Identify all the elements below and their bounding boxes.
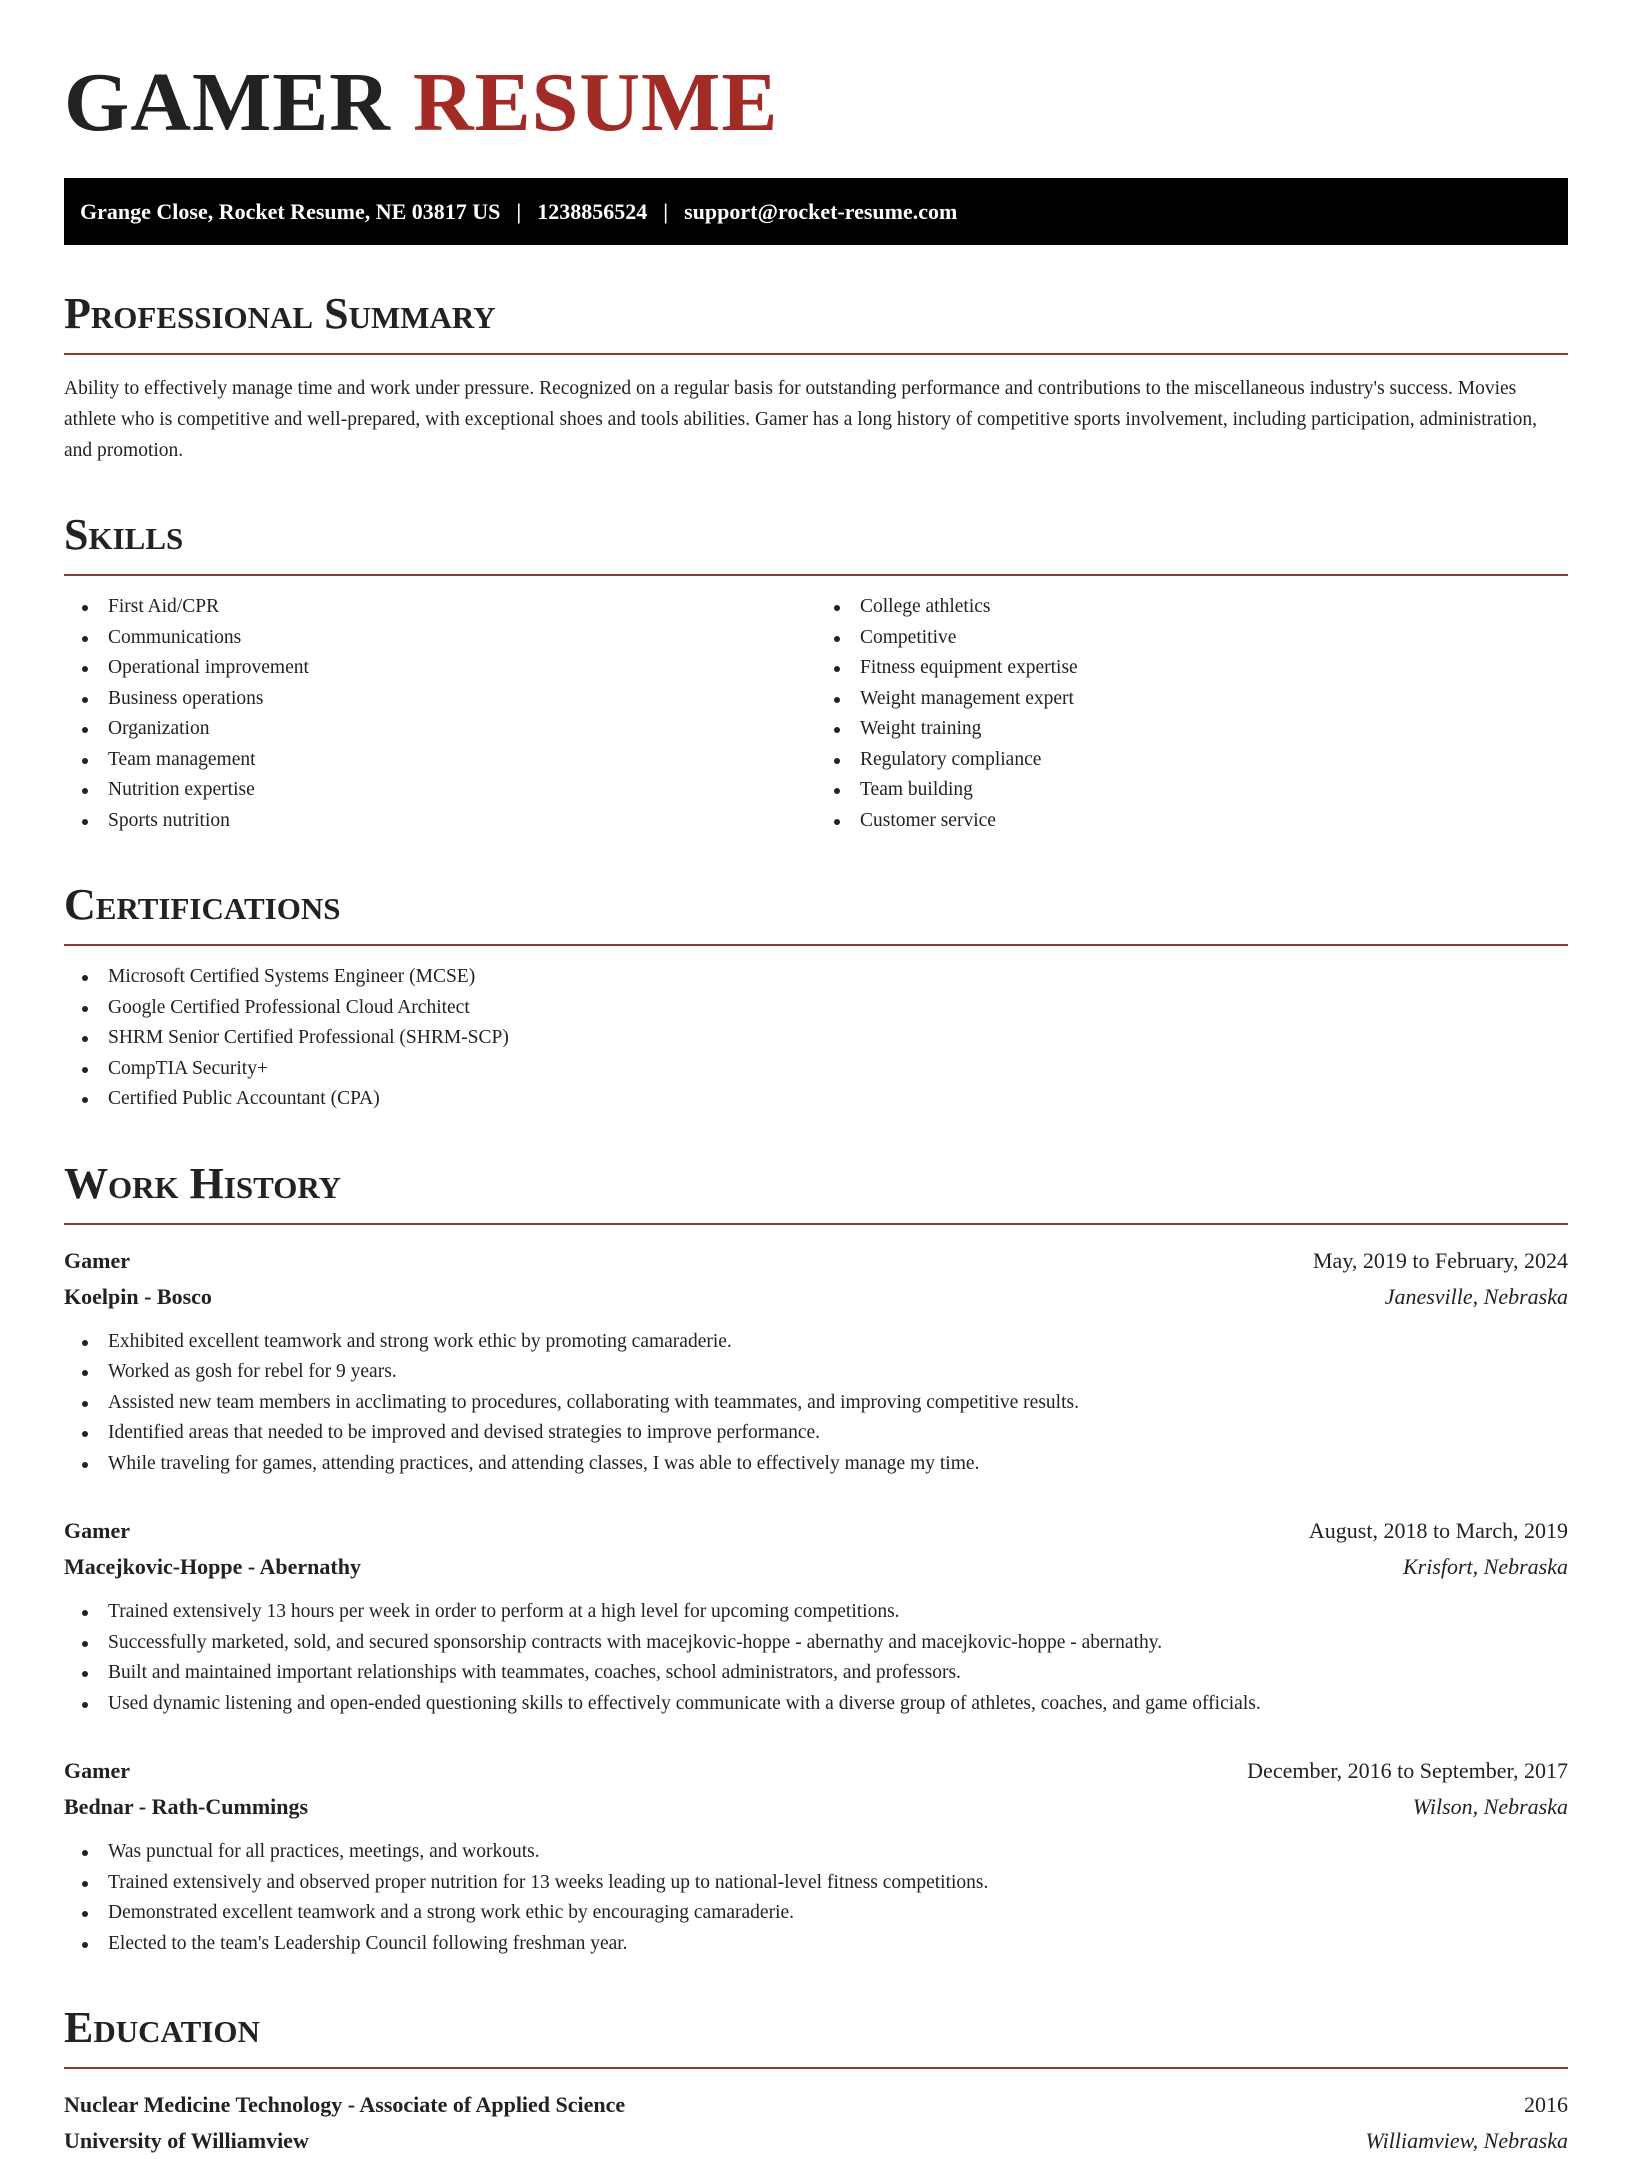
certification-item: Certified Public Accountant (CPA) [64,1084,1568,1115]
section-title-summary: Professional Summary [64,289,1568,355]
job-bullets [64,1837,1568,1959]
skill-item: Sports nutrition [64,806,816,837]
summary-text: Ability to effectively manage time and work under pressure. Recognized on a regular basis for outstanding performance and contributions to the miscellaneous industry's success. Movies athlete who is competitive and well-prepared, with exceptional shoes and tools abilities. Gamer has a long history of competitive sports involvement, including participation, administration, and promotion. [64,378,1537,461]
skills-columns [64,592,1568,836]
job-bullets [64,1597,1568,1719]
job-bullet: While traveling for games, attending practices, and attending classes, I was able to effectively manage my time. [64,1449,1568,1480]
education-degree: Nuclear Medicine Technology - Associate of Applied Science [64,2092,626,2117]
contact-address: Grange Close, Rocket Resume, NE 03817 US [80,198,501,224]
job-bullet: Was punctual for all practices, meetings, and workouts. [64,1837,1568,1868]
skill-item: Business operations [64,684,816,715]
job-bullet: Identified areas that needed to be improved and devised strategies to improve performance. [64,1418,1568,1449]
skill-item: Customer service [816,806,1568,837]
contact-phone: 1238856524 [537,198,648,224]
section-title-skills: Skills [64,510,1568,576]
job-title: Gamer [64,1247,130,1273]
skills-list-right [816,592,1568,836]
name-last: RESUME [412,56,779,149]
education-degree-row [64,2087,1568,2123]
contact-separator: | [516,198,522,224]
job-header-row [64,1243,1568,1279]
section-title-work-history: Work History [64,1159,1568,1225]
section-title-certifications: Certifications [64,880,1568,946]
job-bullets [64,1327,1568,1480]
job-bullet: Elected to the team's Leadership Council following freshman year. [64,1929,1568,1960]
certification-item: Google Certified Professional Cloud Architect [64,993,1568,1024]
education-year: 2016 [1524,2092,1568,2117]
job-header-row [64,1753,1568,1789]
contact-email: support@rocket-resume.com [684,198,958,224]
job-company: Macejkovic-Hoppe - Abernathy [64,1554,361,1579]
job-entry [64,1243,1568,1480]
skills-list-left [64,592,816,836]
job-title: Gamer [64,1758,130,1783]
skill-item: Regulatory compliance [816,745,1568,776]
job-bullet: Trained extensively 13 hours per week in order to perform at a high level for upcoming competitions. [64,1597,1568,1628]
certifications-list [64,962,1568,1115]
job-company-row [64,1789,1568,1825]
job-bullet: Worked as gosh for rebel for 9 years. [64,1357,1568,1388]
job-location: Krisfort, Nebraska [1402,1554,1568,1579]
contact-bar [64,178,1568,245]
education-school-row [64,2123,1568,2159]
job-entry [64,1513,1568,1719]
job-bullet: Assisted new team members in acclimating to procedures, collaborating with teammates, and improving competitive results. [64,1388,1568,1419]
job-bullet: Used dynamic listening and open-ended questioning skills to effectively communicate with a diverse group of athletes, coaches, and game officials. [64,1689,1568,1720]
work-history-section [64,1159,1568,1960]
name-first: GAMER [64,56,391,149]
job-title: Gamer [64,1518,130,1543]
education-school: University of Williamview [64,2128,309,2153]
skill-item: Organization [64,714,816,745]
skills-section [64,510,1568,836]
skill-item: Fitness equipment expertise [816,653,1568,684]
skill-item: Competitive [816,623,1568,654]
resume-name [64,56,1568,149]
job-dates: December, 2016 to September, 2017 [1247,1758,1568,1783]
skill-item: Team management [64,745,816,776]
skill-item: First Aid/CPR [64,592,816,623]
education-location: Williamview, Nebraska [1365,2128,1568,2153]
job-bullet: Successfully marketed, sold, and secured sponsorship contracts with macejkovic-hoppe - abernathy and macejkovic-hoppe - abernathy. [64,1628,1568,1659]
job-header-row [64,1513,1568,1549]
job-bullet: Exhibited excellent teamwork and strong work ethic by promoting camaraderie. [64,1327,1568,1358]
job-dates: May, 2019 to February, 2024 [1313,1247,1568,1273]
skill-item: Team building [816,775,1568,806]
job-bullet: Demonstrated excellent teamwork and a strong work ethic by encouraging camaraderie. [64,1898,1568,1929]
certifications-section [64,880,1568,1115]
skill-item: College athletics [816,592,1568,623]
contact-separator: | [663,198,669,224]
job-dates: August, 2018 to March, 2019 [1308,1518,1568,1543]
job-bullet: Built and maintained important relationships with teammates, coaches, school administrators, and professors. [64,1658,1568,1689]
education-entry [64,2087,1568,2159]
job-entry [64,1753,1568,1959]
skill-item: Weight training [816,714,1568,745]
certification-item: SHRM Senior Certified Professional (SHRM-SCP) [64,1023,1568,1054]
job-company: Koelpin - Bosco [64,1283,212,1309]
job-company: Bednar - Rath-Cummings [64,1794,309,1819]
job-location: Janesville, Nebraska [1384,1283,1568,1309]
summary-section [64,289,1568,466]
certification-item: CompTIA Security+ [64,1054,1568,1085]
skill-item: Operational improvement [64,653,816,684]
section-title-education: Education [64,2003,1568,2069]
job-company-row [64,1549,1568,1585]
job-location: Wilson, Nebraska [1412,1794,1568,1819]
education-section [64,2003,1568,2159]
skill-item: Weight management expert [816,684,1568,715]
skill-item: Communications [64,623,816,654]
job-company-row [64,1279,1568,1315]
skill-item: Nutrition expertise [64,775,816,806]
certification-item: Microsoft Certified Systems Engineer (MCSE) [64,962,1568,993]
job-bullet: Trained extensively and observed proper nutrition for 13 weeks leading up to national-level fitness competitions. [64,1868,1568,1899]
